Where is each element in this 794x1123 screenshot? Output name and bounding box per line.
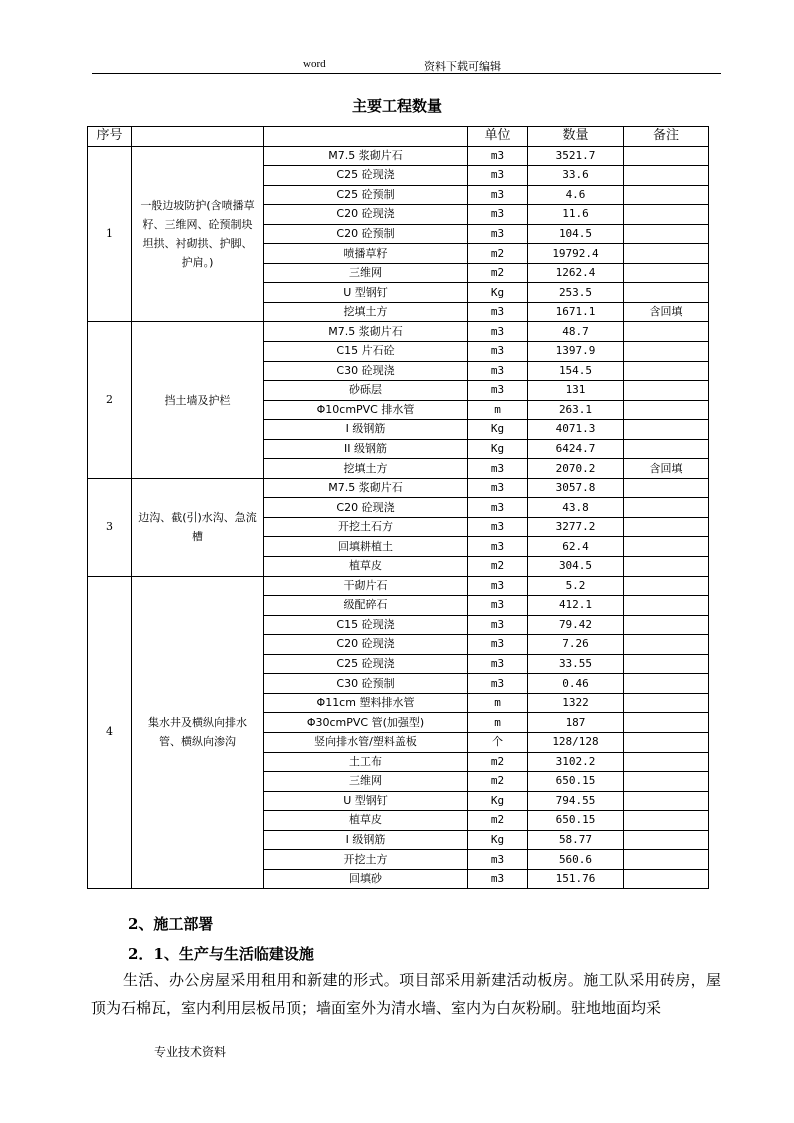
- note-cell: [624, 713, 709, 733]
- note-cell: 含回填: [624, 459, 709, 479]
- table-body: [88, 146, 709, 889]
- unit-cell: m: [468, 693, 528, 713]
- quantity-cell: 48.7: [528, 322, 624, 342]
- col-header-note: 备注: [624, 127, 709, 147]
- item-name-cell: C25 砼预制: [264, 185, 468, 205]
- unit-cell: m3: [468, 322, 528, 342]
- quantity-cell: 7.26: [528, 635, 624, 655]
- item-name-cell: II 级钢筋: [264, 439, 468, 459]
- unit-cell: m3: [468, 576, 528, 596]
- group-name-cell: 挡土墙及护栏: [132, 322, 264, 478]
- table-row: [88, 146, 709, 166]
- quantity-cell: 33.6: [528, 166, 624, 186]
- table-row: [88, 576, 709, 596]
- quantity-table: [87, 126, 709, 889]
- item-name-cell: M7.5 浆砌片石: [264, 146, 468, 166]
- note-cell: [624, 615, 709, 635]
- note-cell: [624, 244, 709, 264]
- item-name-cell: M7.5 浆砌片石: [264, 322, 468, 342]
- quantity-cell: 0.46: [528, 674, 624, 694]
- note-cell: [624, 400, 709, 420]
- table-header-row: [88, 127, 709, 147]
- note-cell: [624, 576, 709, 596]
- item-name-cell: U 型钢钉: [264, 791, 468, 811]
- quantity-cell: 1397.9: [528, 342, 624, 362]
- group-seq-cell: 4: [88, 576, 132, 889]
- table-row: [88, 322, 709, 342]
- item-name-cell: 三维网: [264, 263, 468, 283]
- item-name-cell: C30 砼预制: [264, 674, 468, 694]
- quantity-cell: 151.76: [528, 869, 624, 889]
- note-cell: [624, 322, 709, 342]
- unit-cell: m3: [468, 537, 528, 557]
- note-cell: [624, 146, 709, 166]
- note-cell: [624, 772, 709, 792]
- quantity-cell: 19792.4: [528, 244, 624, 264]
- quantity-cell: 412.1: [528, 596, 624, 616]
- item-name-cell: I 级钢筋: [264, 420, 468, 440]
- unit-cell: m3: [468, 615, 528, 635]
- item-name-cell: C15 砼现浇: [264, 615, 468, 635]
- unit-cell: m3: [468, 869, 528, 889]
- header-divider: [92, 73, 721, 74]
- note-cell: [624, 498, 709, 518]
- quantity-cell: 5.2: [528, 576, 624, 596]
- item-name-cell: C20 砼预制: [264, 224, 468, 244]
- item-name-cell: U 型钢钉: [264, 283, 468, 303]
- item-name-cell: Φ30cmPVC 管(加强型): [264, 713, 468, 733]
- unit-cell: m3: [468, 361, 528, 381]
- unit-cell: m3: [468, 146, 528, 166]
- section-heading-2-1: 2．1、生产与生活临建设施: [128, 945, 314, 963]
- unit-cell: m3: [468, 459, 528, 479]
- unit-cell: Kg: [468, 439, 528, 459]
- unit-cell: Kg: [468, 830, 528, 850]
- quantity-cell: 33.55: [528, 654, 624, 674]
- col-header-quantity: 数量: [528, 127, 624, 147]
- unit-cell: m3: [468, 342, 528, 362]
- unit-cell: m3: [468, 850, 528, 870]
- unit-cell: m3: [468, 224, 528, 244]
- note-cell: [624, 537, 709, 557]
- unit-cell: m: [468, 400, 528, 420]
- quantity-cell: 2070.2: [528, 459, 624, 479]
- item-name-cell: C25 砼现浇: [264, 654, 468, 674]
- quantity-cell: 43.8: [528, 498, 624, 518]
- note-cell: [624, 517, 709, 537]
- unit-cell: m2: [468, 557, 528, 577]
- col-header-unit: 单位: [468, 127, 528, 147]
- group-seq-cell: 2: [88, 322, 132, 478]
- quantity-cell: 3521.7: [528, 146, 624, 166]
- item-name-cell: M7.5 浆砌片石: [264, 478, 468, 498]
- note-cell: 含回填: [624, 302, 709, 322]
- quantity-cell: 560.6: [528, 850, 624, 870]
- note-cell: [624, 811, 709, 831]
- note-cell: [624, 166, 709, 186]
- note-cell: [624, 185, 709, 205]
- quantity-cell: 263.1: [528, 400, 624, 420]
- unit-cell: m3: [468, 302, 528, 322]
- item-name-cell: 挖填土方: [264, 302, 468, 322]
- item-name-cell: 植草皮: [264, 811, 468, 831]
- item-name-cell: 开挖土石方: [264, 517, 468, 537]
- quantity-cell: 1322: [528, 693, 624, 713]
- item-name-cell: 砂砾层: [264, 381, 468, 401]
- note-cell: [624, 420, 709, 440]
- note-cell: [624, 283, 709, 303]
- item-name-cell: 级配碎石: [264, 596, 468, 616]
- unit-cell: m2: [468, 244, 528, 264]
- group-name-cell: 集水井及横纵向排水管、横纵向渗沟: [132, 576, 264, 889]
- unit-cell: m2: [468, 263, 528, 283]
- unit-cell: m3: [468, 517, 528, 537]
- unit-cell: 个: [468, 732, 528, 752]
- item-name-cell: I 级钢筋: [264, 830, 468, 850]
- unit-cell: Kg: [468, 283, 528, 303]
- section-heading-2: 2、施工部署: [128, 915, 214, 933]
- note-cell: [624, 635, 709, 655]
- quantity-cell: 62.4: [528, 537, 624, 557]
- item-name-cell: C20 砼现浇: [264, 498, 468, 518]
- quantity-cell: 650.15: [528, 772, 624, 792]
- table-title: 主要工程数量: [351, 97, 442, 115]
- group-name-cell: 一般边坡防护(含喷播草籽、三维网、砼预制块坦拱、衬砌拱、护脚、护肩。): [132, 146, 264, 322]
- quantity-cell: 794.55: [528, 791, 624, 811]
- note-cell: [624, 654, 709, 674]
- item-name-cell: 竖向排水管/塑料盖板: [264, 732, 468, 752]
- quantity-cell: 154.5: [528, 361, 624, 381]
- item-name-cell: Φ10cmPVC 排水管: [264, 400, 468, 420]
- note-cell: [624, 205, 709, 225]
- quantity-cell: 3277.2: [528, 517, 624, 537]
- note-cell: [624, 224, 709, 244]
- table-row: [88, 478, 709, 498]
- col-header-seq: 序号: [88, 127, 132, 147]
- note-cell: [624, 596, 709, 616]
- item-name-cell: 干砌片石: [264, 576, 468, 596]
- col-header-item: [264, 127, 468, 147]
- unit-cell: m3: [468, 166, 528, 186]
- item-name-cell: 土工布: [264, 752, 468, 772]
- quantity-cell: 6424.7: [528, 439, 624, 459]
- quantity-cell: 1262.4: [528, 263, 624, 283]
- unit-cell: m2: [468, 772, 528, 792]
- item-name-cell: 挖填土方: [264, 459, 468, 479]
- unit-cell: m3: [468, 185, 528, 205]
- body-paragraph: 生活、办公房屋采用租用和新建的形式。项目部采用新建活动板房。施工队采用砖房，屋顶为石棉瓦，室内利用层板吊顶；墙面室外为清水墙、室内为白灰粉刷。驻地地面均采: [91, 971, 721, 1017]
- unit-cell: m2: [468, 752, 528, 772]
- unit-cell: m2: [468, 811, 528, 831]
- unit-cell: m: [468, 713, 528, 733]
- col-header-category: [132, 127, 264, 147]
- quantity-cell: 131: [528, 381, 624, 401]
- note-cell: [624, 381, 709, 401]
- unit-cell: m3: [468, 654, 528, 674]
- note-cell: [624, 869, 709, 889]
- unit-cell: Kg: [468, 791, 528, 811]
- note-cell: [624, 791, 709, 811]
- unit-cell: m3: [468, 478, 528, 498]
- item-name-cell: C25 砼现浇: [264, 166, 468, 186]
- item-name-cell: 喷播草籽: [264, 244, 468, 264]
- quantity-cell: 253.5: [528, 283, 624, 303]
- group-seq-cell: 3: [88, 478, 132, 576]
- item-name-cell: 三维网: [264, 772, 468, 792]
- item-name-cell: 回填砂: [264, 869, 468, 889]
- header-left-text: word: [303, 58, 326, 70]
- item-name-cell: C20 砼现浇: [264, 635, 468, 655]
- note-cell: [624, 439, 709, 459]
- quantity-cell: 304.5: [528, 557, 624, 577]
- unit-cell: m3: [468, 498, 528, 518]
- note-cell: [624, 361, 709, 381]
- quantity-cell: 79.42: [528, 615, 624, 635]
- quantity-cell: 650.15: [528, 811, 624, 831]
- note-cell: [624, 850, 709, 870]
- header-right-text: 资料下载可编辑: [424, 60, 501, 73]
- quantity-cell: 104.5: [528, 224, 624, 244]
- unit-cell: m3: [468, 635, 528, 655]
- item-name-cell: 植草皮: [264, 557, 468, 577]
- quantity-cell: 1671.1: [528, 302, 624, 322]
- item-name-cell: C20 砼现浇: [264, 205, 468, 225]
- unit-cell: m3: [468, 596, 528, 616]
- quantity-cell: 4071.3: [528, 420, 624, 440]
- quantity-cell: 3102.2: [528, 752, 624, 772]
- item-name-cell: 回填耕植土: [264, 537, 468, 557]
- unit-cell: m3: [468, 674, 528, 694]
- quantity-cell: 4.6: [528, 185, 624, 205]
- note-cell: [624, 752, 709, 772]
- note-cell: [624, 263, 709, 283]
- unit-cell: Kg: [468, 420, 528, 440]
- item-name-cell: C15 片石砼: [264, 342, 468, 362]
- unit-cell: m3: [468, 205, 528, 225]
- page-footer: 专业技术资料: [154, 1045, 227, 1059]
- quantity-cell: 128/128: [528, 732, 624, 752]
- note-cell: [624, 674, 709, 694]
- note-cell: [624, 342, 709, 362]
- group-name-cell: 边沟、截(引)水沟、急流槽: [132, 478, 264, 576]
- item-name-cell: 开挖土方: [264, 850, 468, 870]
- unit-cell: m3: [468, 381, 528, 401]
- note-cell: [624, 830, 709, 850]
- item-name-cell: Φ11cm 塑料排水管: [264, 693, 468, 713]
- note-cell: [624, 478, 709, 498]
- quantity-cell: 3057.8: [528, 478, 624, 498]
- quantity-cell: 58.77: [528, 830, 624, 850]
- note-cell: [624, 557, 709, 577]
- group-seq-cell: 1: [88, 146, 132, 322]
- note-cell: [624, 732, 709, 752]
- quantity-cell: 11.6: [528, 205, 624, 225]
- quantity-cell: 187: [528, 713, 624, 733]
- item-name-cell: C30 砼现浇: [264, 361, 468, 381]
- note-cell: [624, 693, 709, 713]
